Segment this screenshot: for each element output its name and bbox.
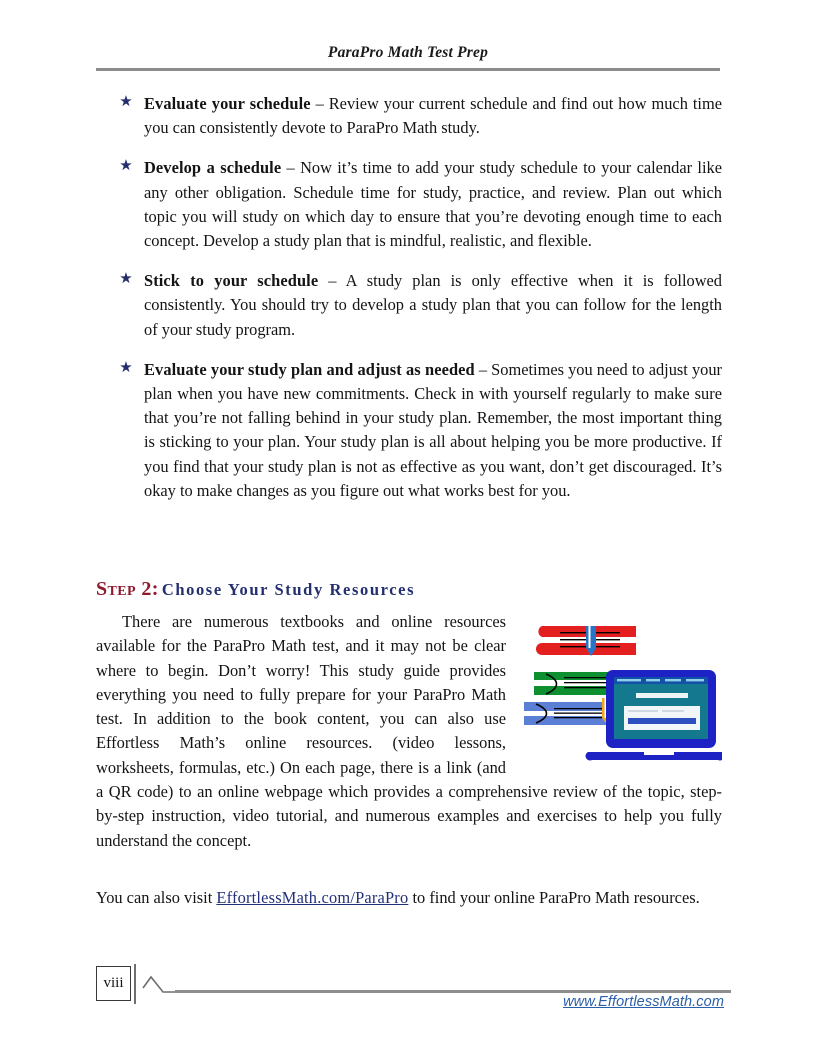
page-header [96, 44, 720, 71]
star-bullet-icon: ★ [119, 359, 133, 376]
closing-paragraph [96, 886, 722, 910]
list-item-lead-in: Evaluate your schedule [144, 94, 311, 113]
header-title: ParaPro Math Test Prep [327, 44, 489, 61]
step-title: Choose Your Study Resources [161, 580, 416, 599]
laptop [586, 670, 722, 760]
star-bullet-icon: ★ [119, 94, 133, 110]
list-item [96, 269, 722, 342]
book-red [536, 626, 636, 656]
footer-site-link[interactable]: www.EffortlessMath.com [563, 994, 724, 1010]
list-item-lead-in: Develop a schedule [144, 158, 282, 178]
section-heading [96, 578, 415, 601]
body-block [96, 610, 722, 853]
list-item-lead-in: Evaluate your study plan and adjust as needed [144, 359, 475, 379]
step-label: Step 2: [96, 578, 159, 600]
list-item-body: – A study plan is only effective when it is followed consistently. You should try to develop a study plan that you can follow for the length of your study program. [144, 271, 722, 339]
body-paragraph: There are numerous textbooks and online resources available for the ParaPro Math test, and it may not be clear where to begin. Don’t worry! This study guide provides everything you need to fully prepare for your ParaPro Math test. In addition to the book content, you can also use Effortless Math’s online resources. (video lessons, worksheets, formulas, etc.) On each page, there is a link (and a QR code) to an online webpage which provides a comprehensive review of the topic, step-by-step instruction, video tutorial, and numerous examples and exercises to help you fully understand the concept. [96, 612, 722, 850]
bullet-list [96, 92, 722, 503]
closing-before-link: You can also visit [96, 888, 217, 907]
list-item-lead-in: Stick to your schedule [144, 271, 319, 291]
star-bullet-icon: ★ [119, 271, 133, 288]
parapro-resources-link[interactable]: EffortlessMath.com/ParaPro [216, 888, 409, 907]
books-and-laptop-illustration [520, 614, 722, 766]
star-bullet-icon: ★ [119, 158, 133, 175]
list-item [96, 358, 722, 503]
list-item-body: – Sometimes you need to adjust your plan when you have new commitments. Check in with yourself regularly to make sure that you’re not falling behind in your study plan. Remember, the most important thing is sticking to your plan. Your study plan is all about helping you be more productive. If you find that your study plan is not as effective as you want, don’t get discouraged. It’s okay to make changes as you figure out what works best for you. [144, 359, 722, 500]
list-item [96, 156, 722, 253]
list-item-body: – Now it’s time to add your study schedule to your calendar like any other obligation. Schedule time for study, practice, and review. Plan out which topic you will study on which day to ensure that you’re devoting enough time to each concept. Develop a study plan that is mindful, realistic, and flexible. [144, 158, 722, 251]
header-divider [96, 68, 720, 71]
list-item [96, 92, 722, 140]
page-number: viii [96, 966, 131, 1001]
list-item-body: – Review your current schedule and find out how much time you can consistently devote to ParaPro Math study. [144, 94, 722, 138]
closing-after-link: to find your online ParaPro Math resources. [408, 888, 700, 907]
